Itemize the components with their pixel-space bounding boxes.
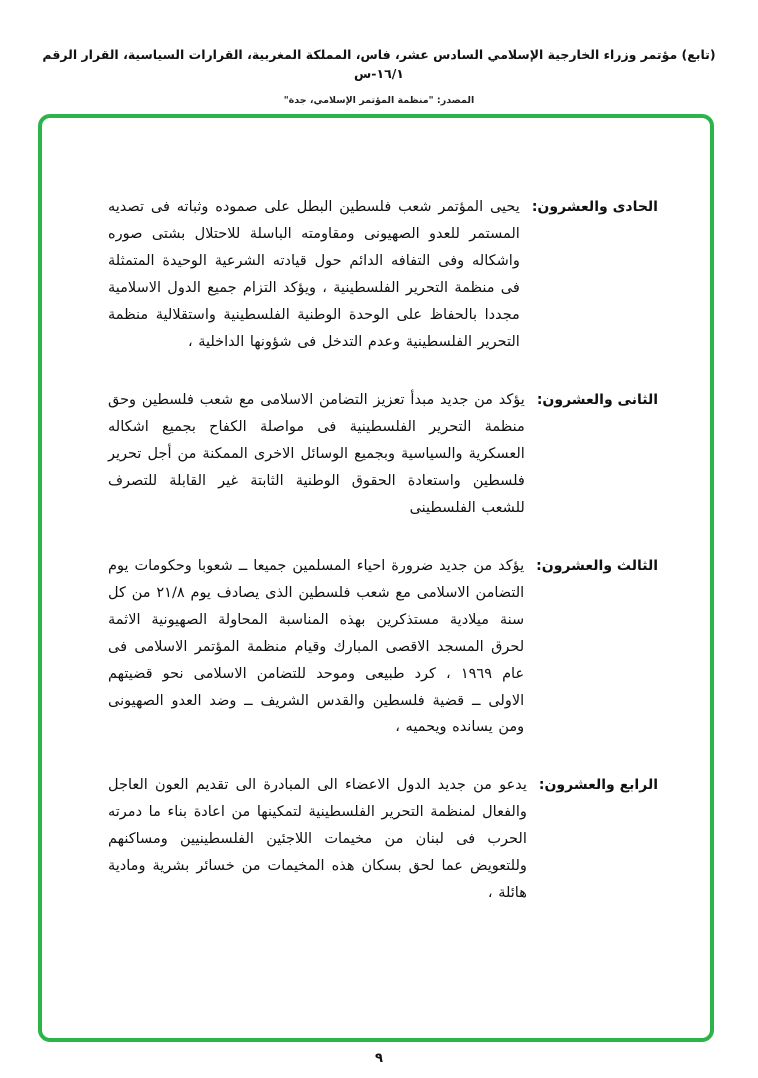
resolution-paragraph-24: [108, 772, 658, 907]
page-header: [0, 0, 758, 106]
document-source: المصدر: "منظمة المؤتمر الإسلامي، جدة": [283, 94, 475, 106]
paragraph-label: الحادى والعشرون:: [531, 199, 658, 215]
document-title: (تابع) مؤتمر وزراء الخارجية الإسلامي السادس عشر، فاس، المملكة المغربية، القرارات السياسية، القرار الرقم ١٦/١-س: [42, 47, 716, 81]
resolution-paragraph-21: [108, 194, 658, 356]
paragraph-label: الثانى والعشرون:: [536, 391, 658, 408]
resolution-paragraph-23: [108, 553, 658, 742]
resolution-paragraph-22: [108, 387, 658, 522]
paragraph-body: يؤكد من جديد ضرورة احياء المسلمين جميعا ــ شعوبا وحكومات يوم التضامن الاسلامى مع شعب فلسطين الذى يصادف يوم ٢١/٨ من كل سنة ميلادية مستذكرين بهذه المناسبة المحاولة الصهيونية الاثمة لحرق المسجد الاقصى المبارك وقيام منظمة المؤتمر الاسلامى فى عام ١٩٦٩ ، كرد طبيعى وموحد للتضامن الاسلامى نحو قضيتهم الاولى ــ قضية فلسطين والقدس الشريف ــ وضد العدو الصهيونى ومن يسانده ويحميه ،: [108, 557, 525, 736]
paragraph-body: يدعو من جديد الدول الاعضاء الى المبادرة الى تقديم العون العاجل والفعال لمنظمة التحرير الفلسطينية لتمكينها من اعادة بناء ما دمرته الحرب فى لبنان من مخيمات اللاجئين الفلسطينيين ومساكنهم وللتعويض عما لحق بسكان هذه المخيمات من خسائر بشرية ومادية هائلة ،: [108, 777, 527, 902]
resolution-content-box: [38, 114, 714, 1042]
page-number: ٩: [375, 1051, 383, 1066]
paragraph-body: يحيى المؤتمر شعب فلسطين البطل على صموده وثباته فى تصديه المستمر للعدو الصهيونى ومقاومته الباسلة للاحتلال بشتى صوره واشكاله وفى التفافه الدائم حول قيادته الشرعية الوحيدة المتمثلة فى منظمة التحرير الفلسطينية ، ويؤكد التزام جميع الدول الاسلامية مجددا بالحفاظ على الوحدة الوطنية الفلسطينية واستقلالية منظمة التحرير الفلسطينية وعدم التدخل فى شؤونها الداخلية ،: [108, 199, 520, 350]
paragraph-label: الثالث والعشرون:: [536, 557, 658, 574]
paragraph-body: يؤكد من جديد مبدأ تعزيز التضامن الاسلامى مع شعب فلسطين وحق منظمة التحرير الفلسطينية فى مواصلة الكفاح بجميع اشكاله العسكرية والسياسية وبجميع الوسائل الاخرى الممكنة من أجل تحرير فلسطين واستعادة الحقوق الوطنية الثابتة غير القابلة للتصرف للشعب الفلسطينى: [108, 391, 525, 516]
paragraph-label: الرابع والعشرون:: [538, 777, 658, 794]
